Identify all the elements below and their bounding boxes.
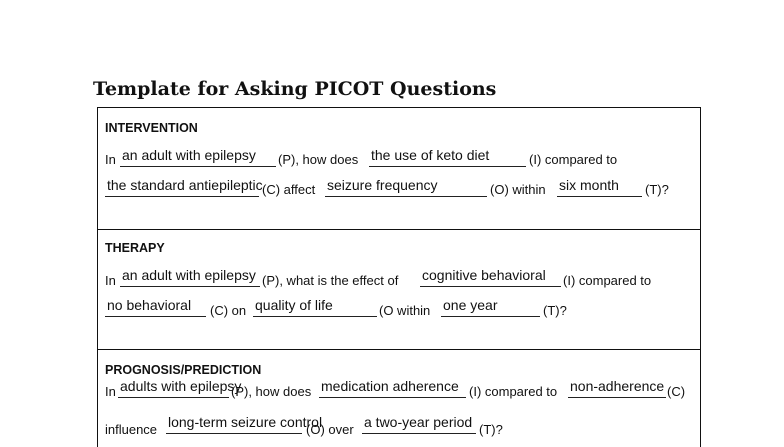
time-label: (T)? (543, 303, 567, 318)
population-field[interactable]: adults with epilepsy (118, 377, 229, 398)
lead-text: In (105, 152, 116, 167)
section-heading-intervention: INTERVENTION (105, 121, 198, 135)
intervention-label: (I) compared to (469, 384, 558, 399)
time-label: (T)? (479, 422, 503, 437)
comparison-label: (C) on (210, 303, 247, 318)
population-label: (P), how does (278, 152, 359, 167)
section-heading-prognosis: PROGNOSIS/PREDICTION (105, 363, 262, 377)
outcome-label: (O) over (306, 422, 354, 437)
intervention-field[interactable]: the use of keto diet (369, 146, 526, 167)
lead-text: In (105, 384, 116, 399)
outcome-field[interactable]: seizure frequency (325, 176, 487, 197)
population-field[interactable]: an adult with epilepsy (120, 266, 260, 287)
population-label: (P), how does (231, 384, 312, 399)
intervention-field[interactable]: medication adherence (319, 377, 466, 398)
outcome-field[interactable]: quality of life (253, 296, 377, 317)
time-field[interactable]: one year (441, 296, 540, 317)
comparison-label: (C) (667, 384, 686, 399)
comparison-field[interactable]: the standard antiepileptic (105, 176, 259, 197)
lead-text: In (105, 273, 116, 288)
row-divider (97, 229, 701, 230)
population-label: (P), what is the effect of (262, 273, 399, 288)
section-heading-therapy: THERAPY (105, 241, 165, 255)
page-title: Template for Asking PICOT Questions (93, 78, 497, 100)
intervention-label: (I) compared to (563, 273, 652, 288)
lead-text: influence (105, 422, 158, 437)
outcome-field[interactable]: long-term seizure control (166, 413, 302, 434)
population-field[interactable]: an adult with epilepsy (120, 146, 276, 167)
comparison-label: (C) affect (262, 182, 316, 197)
row-divider (97, 349, 701, 350)
time-field[interactable]: six month (557, 176, 642, 197)
intervention-label: (I) compared to (529, 152, 618, 167)
time-field[interactable]: a two-year period (362, 413, 476, 434)
comparison-field[interactable]: no behavioral (105, 296, 206, 317)
intervention-field[interactable]: cognitive behavioral (420, 266, 561, 287)
time-label: (T)? (645, 182, 669, 197)
outcome-label: (O) within (490, 182, 546, 197)
comparison-field[interactable]: non-adherence (568, 377, 666, 398)
outcome-label: (O within (379, 303, 431, 318)
